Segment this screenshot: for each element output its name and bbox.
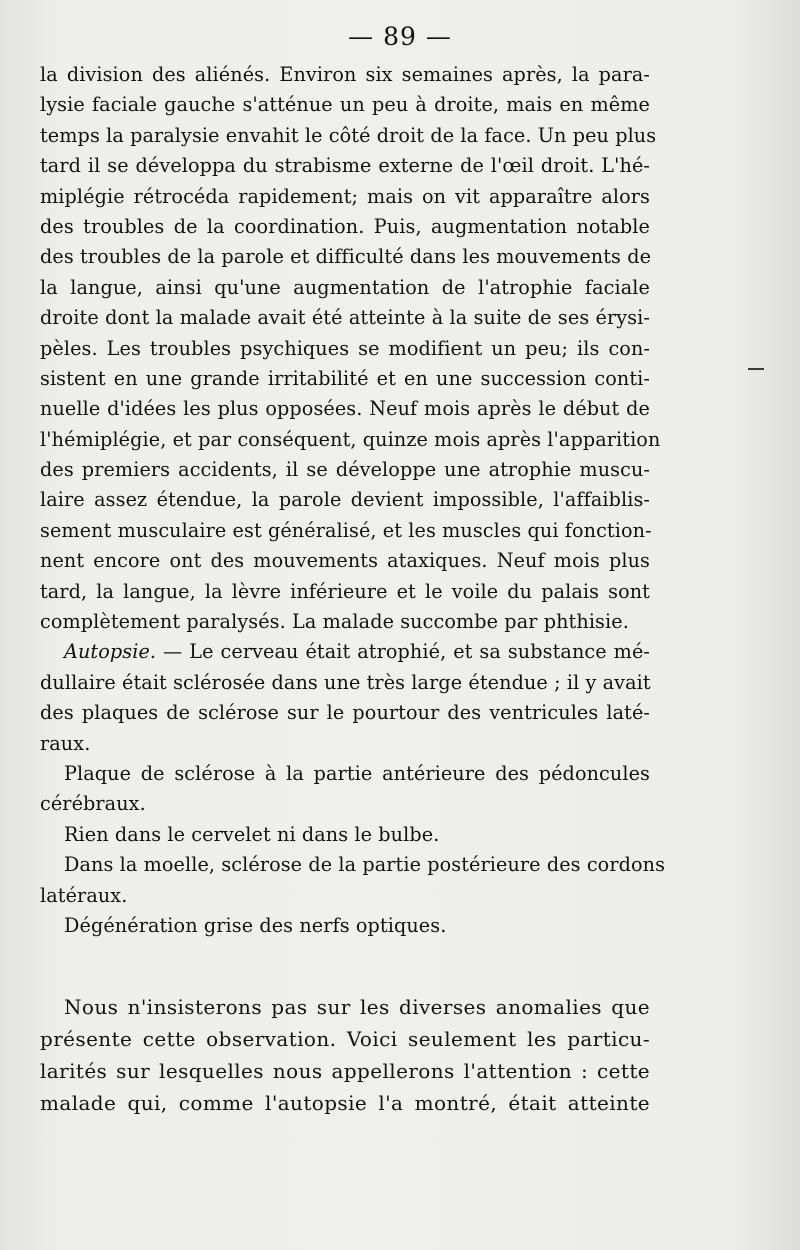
text-line: sement musculaire est généralisé, et les muscles qui fonction- <box>40 518 652 542</box>
text-line: Rien dans le cervelet ni dans le bulbe. <box>64 822 440 846</box>
text-line: Plaque de sclérose à la partie antérieure des pédoncules <box>64 761 650 785</box>
text-line: malade qui, comme l'autopsie l'a montré, était atteinte <box>40 1091 650 1116</box>
text-line: des troubles de la parole et difficulté dans les mouvements de <box>40 245 652 269</box>
text-line: dullaire était sclérosée dans une très large étendue ; il y avait <box>40 670 651 694</box>
text-line: la division des aliénés. Environ six semaines après, la para- <box>40 63 650 86</box>
text-line: l'hémiplégie, et par conséquent, quinze mois après l'apparition <box>40 427 661 451</box>
text-line: sistent en une grande irritabilité et en une succession conti- <box>40 366 650 390</box>
text-line: Dégénération grise des nerfs optiques. <box>64 913 447 937</box>
closing-paragraph <box>40 991 650 1119</box>
text-line: des premiers accidents, il se développe une atrophie muscu- <box>40 458 650 482</box>
text-line: temps la paralysie envahit le côté droit de la face. Un peu plus <box>40 123 657 147</box>
text-line: Nous n'insisterons pas sur les diverses anomalies que <box>64 995 650 1020</box>
text-line: tard il se développa du strabisme externe de l'œil droit. L'hé- <box>40 154 650 178</box>
autopsie-heading: Autopsie. <box>64 640 157 664</box>
text-line: raux. <box>40 731 91 755</box>
text-line: pèles. Les troubles psychiques se modifient un peu; ils con- <box>40 336 650 360</box>
paragraph-gap <box>40 941 650 991</box>
text-line: nuelle d'idées les plus opposées. Neuf mois après le début de <box>40 397 650 421</box>
text-line: tard, la langue, la lèvre inférieure et le voile du palais sont <box>40 579 650 603</box>
text-line: nent encore ont des mouvements ataxiques. Neuf mois plus <box>40 549 650 573</box>
margin-mark <box>748 368 764 370</box>
text-line: cérébraux. <box>40 792 146 816</box>
text-line: latéraux. <box>40 883 128 907</box>
text-line: droite dont la malade avait été atteinte à la suite de ses érysi- <box>40 306 650 330</box>
text-line: des troubles de la coordination. Puis, augmentation notable <box>40 214 650 238</box>
page-text <box>40 60 666 1119</box>
text-line: lysie faciale gauche s'atténue un peu à droite, mais en même <box>40 93 650 117</box>
page-number: — 89 — <box>348 22 452 51</box>
text-line: la langue, ainsi qu'une augmentation de l'atrophie faciale <box>40 275 650 299</box>
text-line: Dans la moelle, sclérose de la partie postérieure des cordons <box>64 853 666 877</box>
text-line <box>40 637 650 667</box>
text-line: des plaques de sclérose sur le pourtour des ventricules laté- <box>40 701 650 725</box>
text-line-fragment: — Le cerveau était atrophié, et sa substance mé- <box>156 640 650 664</box>
text-line: larités sur lesquelles nous appellerons l'attention : cette <box>40 1059 650 1084</box>
text-line: miplégie rétrocéda rapidement; mais on vit apparaître alors <box>40 184 650 208</box>
text-line: laire assez étendue, la parole devient impossible, l'affaiblis- <box>40 488 650 512</box>
text-line: présente cette observation. Voici seulement les particu- <box>40 1027 650 1052</box>
text-line: complètement paralysés. La malade succombe par phthisie. <box>40 610 629 634</box>
